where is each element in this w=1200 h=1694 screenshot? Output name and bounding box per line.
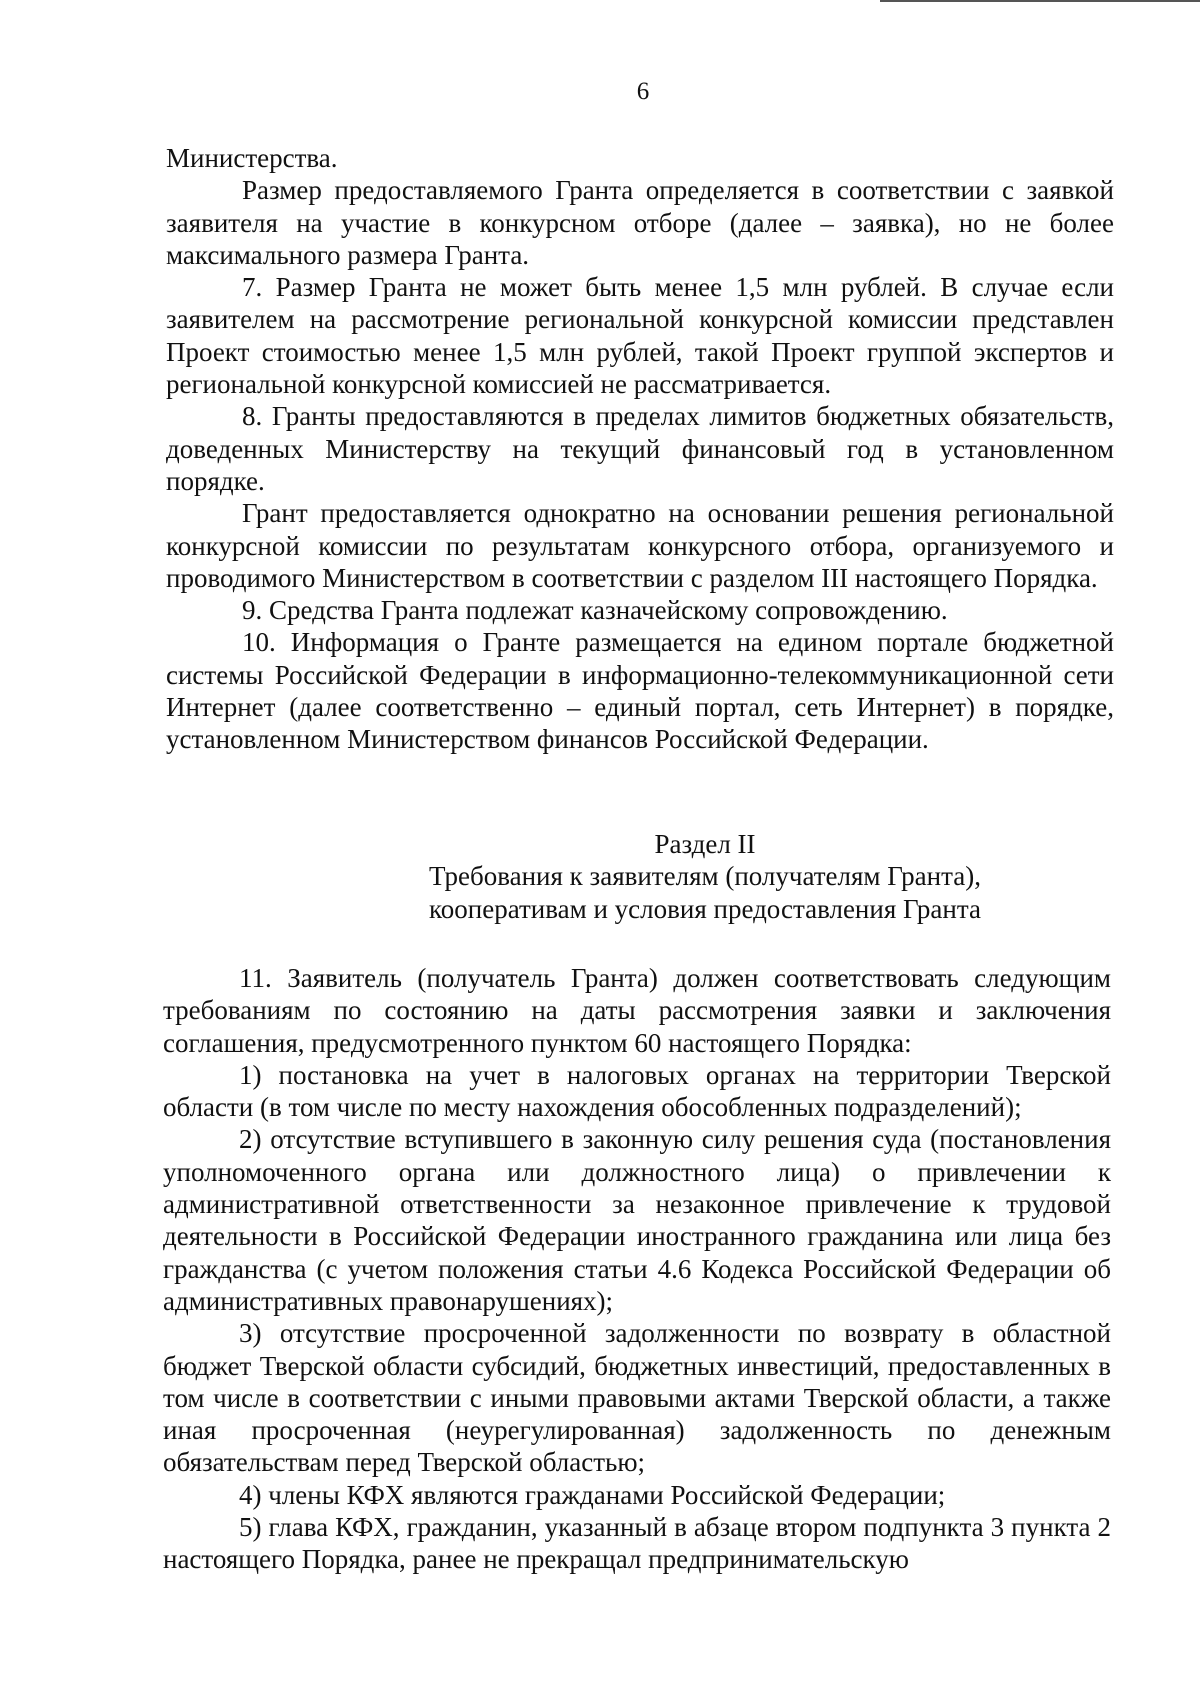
paragraph: Министерства.: [166, 143, 338, 173]
page-number: 6: [636, 78, 650, 105]
paragraph: 1) постановка на учет в налоговых органах на территории Тверской области (в том числе по месту нахождения обособленных подразделений);: [163, 1059, 1111, 1123]
paragraph: 7. Размер Гранта не может быть менее 1,5 млн рублей. В случае если заявителем на рассмотрение региональной конкурсной комиссии представлен Проект стоимостью менее 1,5 млн рублей, такой Проект группой экспертов и региональной конкурсной комиссией не рассматривается.: [166, 272, 1114, 400]
paragraph: 9. Средства Гранта подлежат казначейскому сопровождению.: [242, 595, 948, 626]
paragraph: 11. Заявитель (получатель Гранта) должен соответствовать следующим требованиям по состоянию на даты рассмотрения заявки и заключения соглашения, предусмотренного пунктом 60 настоящего Порядка:: [163, 963, 1111, 1058]
section-title-line-1: Требования к заявителям (получателям Гранта),: [429, 861, 981, 892]
section-2-body: [163, 962, 1111, 1576]
paragraph: 3) отсутствие просроченной задолженности по возврату в областной бюджет Тверской области субсидий, бюджетных инвестиций, предоставленных в том числе в соответствии с иными правовыми актами Тверской области, а также иная просроченная (неурегулированная) задолженность по денежным обязательствам перед Тверской областью;: [163, 1318, 1111, 1478]
paragraph: Грант предоставляется однократно на основании решения региональной конкурсной комиссии по результатам конкурсного отбора, организуемого и проводимого Министерством в соответствии с разделом III настоящего Порядка.: [166, 498, 1114, 593]
paragraph: 10. Информация о Гранте размещается на едином портале бюджетной системы Российской Федерации в информационно-телекоммуникационной сети Интернет (далее соответственно – единый портал, сеть Интернет) в порядке, установленном Министерством финансов Российской Федерации.: [166, 627, 1114, 755]
paragraph: 4) члены КФХ являются гражданами Российской Федерации;: [239, 1479, 946, 1510]
scan-edge-line: [880, 0, 1200, 2]
section-heading: [166, 828, 1114, 925]
section-number: Раздел II: [654, 829, 756, 859]
paragraph: 2) отсутствие вступившего в законную силу решения суда (постановления уполномоченного органа или должностного лица) о привлечении к административной ответственности за незаконное привлечение к трудовой деятельности в Российской Федерации иностранного гражданина или лица без гражданства (с учетом положения статьи 4.6 Кодекса Российской Федерации об административных правонарушениях);: [163, 1124, 1111, 1316]
paragraph: 8. Гранты предоставляются в пределах лимитов бюджетных обязательств, доведенных Министерству на текущий финансовый год в установленном порядке.: [166, 401, 1114, 496]
section-title-line-2: кооперативам и условия предоставления Гранта: [429, 893, 981, 924]
section-1-body: [166, 142, 1114, 756]
paragraph: Размер предоставляемого Гранта определяется в соответствии с заявкой заявителя на участие в конкурсном отборе (далее – заявка), но не более максимального размера Гранта.: [166, 175, 1114, 270]
paragraph: 5) глава КФХ, гражданин, указанный в абзаце втором подпункта 3 пункта 2 настоящего Порядка, ранее не прекращал предпринимательскую: [163, 1512, 1111, 1575]
